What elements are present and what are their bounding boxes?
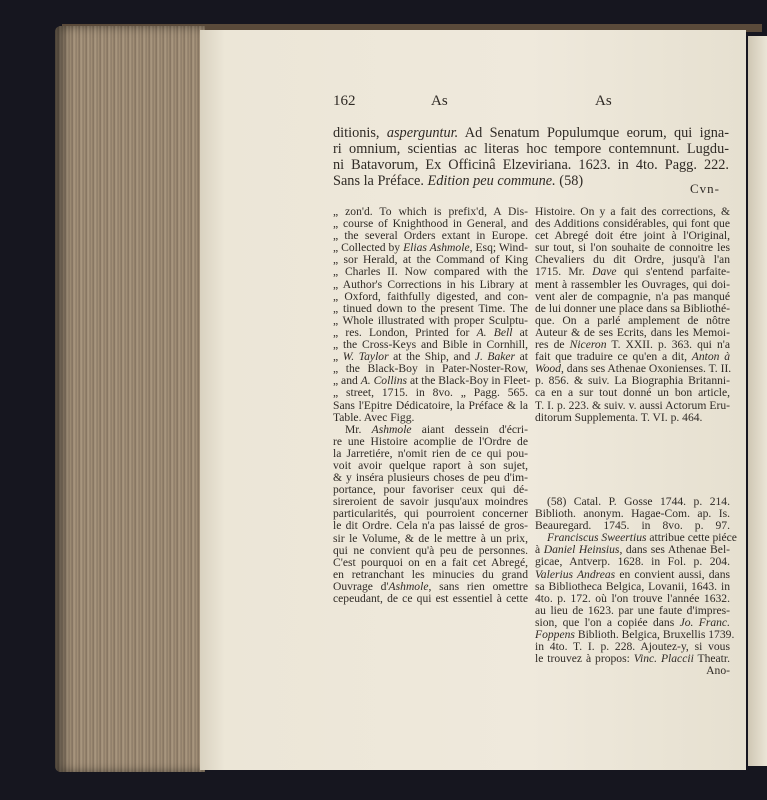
text-line: Auteur & de ses Ecrits, dans les Memoi- [535,325,730,339]
text-line: Mr. Ashmole aiant dessein d'écri- [345,422,528,436]
text-line: ditorum Supplementa. T. VI. p. 464. [535,410,703,424]
text-line: que. On a parlé amplement de nôtre [535,313,730,327]
text-line: au lieu de 1623. par une faute d'impres- [535,603,730,617]
text-line: Foppens Biblioth. Belgica, Bruxellis 1739. [535,628,735,642]
catchword: Cvn- [690,181,720,196]
text-line: qui ne convient qu'à peu de personnes. [333,543,528,557]
text-line: particularités, qui pourroient concerner [333,507,528,521]
right-column [535,206,730,424]
text-line: „ Author's Corrections in his Library at [333,277,528,291]
text-line: Wood, dans ses Athenae Oxonienses. T. II. [535,362,732,376]
text-line: vent aler de compagnie, n'a pas manqué [535,289,730,303]
text-line: res de Niceron T. XXII. p. 363. qui n'a [535,338,730,352]
text-line: in 4to. T. I. p. 228. Ajoutez-y, si vous [535,640,730,654]
text-line: Histoire. On y a fait des corrections, & [535,205,730,218]
text-line: fait que traduire ce qu'en a dit, Anton à [535,350,730,364]
text-line: portance, pour favoriser ceux qui dé- [333,483,528,497]
text-line: „ sor Herald, at the Command of King [333,253,528,267]
text-line: (58) Catal. P. Gosse 1744. p. 214. [547,495,730,508]
text-line: Ouvrage d'Ashmole, sans rien omettre [333,579,528,593]
text-line: ment à rassembler les Ouvrages, qui doi- [535,277,730,291]
text-line: Beauregard. 1745. in 8vo. p. 97. [535,519,730,533]
text-line: „ Whole illustrated with proper Sculptu- [333,313,528,327]
footnote [535,495,737,678]
text-line: 1715. Mr. Dave qui s'entend parfaite- [535,265,730,279]
text-line: sir le Volume, & de le mettre à un prix, [333,531,528,545]
text-line: ni Batavorum, Ex Officinâ Elzeviriana. 1623. in 4to. Pagg. 222. [333,157,729,173]
text-line: Sans la Préface. Edition peu commune. (58) [333,173,584,189]
text-line: „ street, 1715. in 8vo. „ Pagg. 565. [333,386,528,400]
text-line: „ tinued down to the present Time. The [333,301,528,315]
text-line: re une Histoire acomplie de l'Ordre de [333,434,528,448]
text-line: sireroient de savoir jusqu'aux moindres [333,495,528,509]
text-line: & y inséra plusieurs choses de peu d'im- [333,471,528,485]
text-line: „ course of Knighthood in General, and [333,217,528,231]
text-line: „ the Black-Boy in Pater-Noster-Row, [333,362,528,376]
text-line: Franciscus Sweertius attribue cette piéce [547,531,737,545]
text-line: le trouvez à propos: Vinc. Placcii Theatr. [535,652,731,666]
text-line: gicae, Antverp. 1628. in Fol. p. 204. [535,555,730,569]
text-line: en retranchant les minucies du grand [333,567,528,581]
text-line: de lui donner une place dans sa Bibliothé- [535,301,730,315]
text-line: ri omnium, scientias ac literas hoc tempore contemnunt. Lugdu- [333,141,729,157]
text-line: sion, que l'on a copiée dans Jo. Franc. [535,615,730,629]
text-line: Chevaliers du dit Ordre, jusqu'à l'an [535,253,730,267]
running-head-right: As [595,93,612,109]
text-line: ca en a sur tout donné un bon article, [535,386,730,400]
text-line: sur tout, si l'on souhaite de connoitre les [535,241,730,255]
text-line: „ and A. Collins at the Black-Boy in Fleet- [333,374,531,388]
running-head-left: As [431,93,448,109]
left-column [333,205,531,605]
text-line: „ Oxford, faithfully digested, and con- [333,289,528,303]
text-line: „ the Cross-Keys and Bible in Cornhill, [333,338,528,352]
text-line: Valerius Andreas en convient aussi, dans [535,567,731,581]
text-line: sa Bibliotheca Belgica, Lovanii, 1643. in [535,579,730,593]
text-line: cet Abregé doit étre joint à l'Original, [535,229,730,243]
text-line: p. 856. & suiv. La Biographia Britanni- [535,374,730,388]
text-line: 4to. p. 172. où l'on trouve l'année 1632. [535,591,730,605]
text-line: „ res. London, Printed for A. Bell at [333,325,528,339]
top-paragraph [333,125,729,189]
text-line: „ the several Orders extant in Europe. [333,229,528,243]
text-line: „ W. Taylor at the Ship, and J. Baker at [333,350,528,364]
book-page-edges [55,26,205,772]
text-line: le dit Ordre. Cela n'a pas laissé de gros- [333,519,528,533]
text-line: cepeudant, de ce qui est essentiel à cette [333,592,528,605]
text-line: „ zon'd. To which is prefix'd, A Dis- [333,205,528,218]
text-line: „ Collected by Elias Ashmole, Esq; Wind- [333,241,528,255]
text-line: des Additions considérables, qui font que [535,217,730,231]
text-line: à Daniel Heinsius, dans ses Athenae Bel- [535,543,731,557]
text-line: Biblioth. anonym. Hagae-Com. ap. Is. [535,507,730,521]
text-line: la Jarretiére, n'omit rien de ce qui pou- [333,446,528,460]
text-line: T. I. p. 223. & suiv. v. aussi Actorum Eru- [535,398,730,412]
text-line: „ Charles II. Now compared with the [333,265,528,279]
text-line: voit avoir quelque raport à son sujet, [333,458,528,472]
text-line: Ano- [706,664,730,678]
facing-page [748,36,767,766]
text-line: Sans l'Epitre Dédicatoire, la Préface & la [333,398,528,412]
text-line: C'est pourquoi on en a fait cet Abregé, [333,555,528,569]
text-line: Table. Avec Figg. [333,410,415,424]
text-line: ditionis, asperguntur. Ad Senatum Populumque eorum, qui igna- [333,125,730,141]
page-number: 162 [333,93,356,109]
